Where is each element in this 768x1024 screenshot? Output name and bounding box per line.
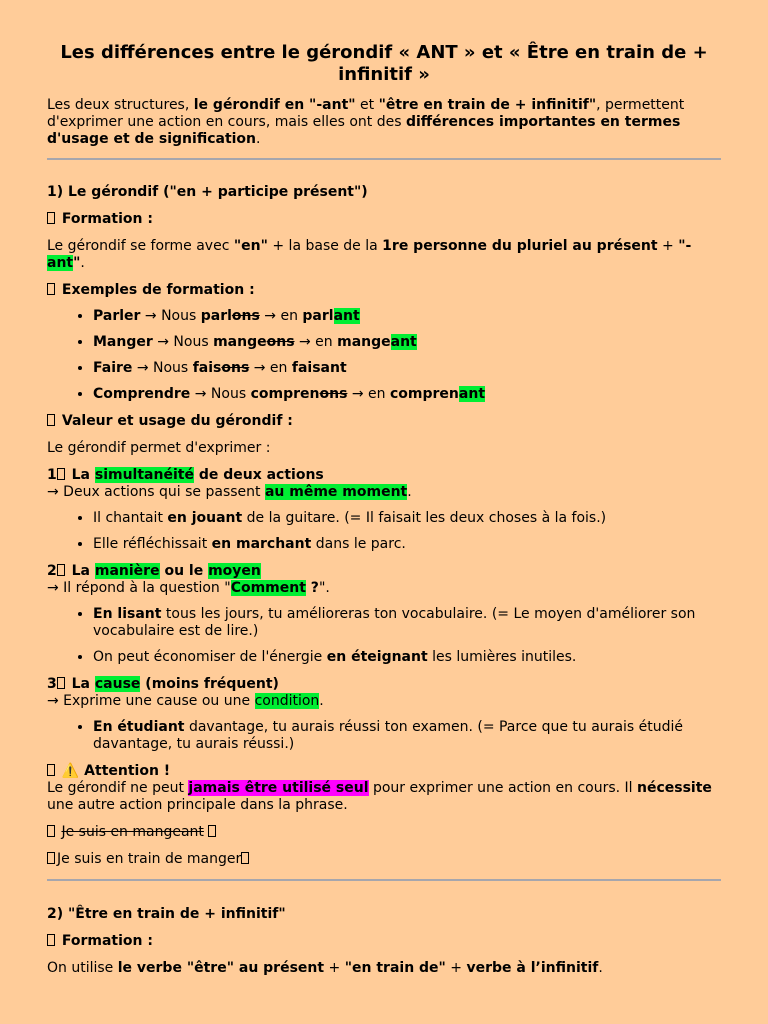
formation-paragraph: [47, 238, 721, 272]
wrong-example: [47, 824, 721, 841]
list-item: • Faire → Nous faisons → en faisant: [93, 360, 721, 377]
usage-label: [47, 413, 721, 430]
usage-2: 2 La manière ou le moyen → Il répond à la question "Comment ?".: [47, 563, 330, 596]
text: et: [355, 97, 379, 113]
list-item: • On peut économiser de l'énergie en éteignant les lumières inutiles.: [93, 649, 721, 666]
keycap-icon: [57, 564, 65, 576]
missing-glyph-icon: [208, 825, 216, 837]
label-text: Exemples de formation :: [61, 282, 255, 298]
divider: [47, 158, 721, 160]
check-mark-icon: [47, 852, 55, 864]
usage-3: 3 La cause (moins fréquent) → Exprime une cause ou une condition.: [47, 676, 324, 709]
list-item: • Parler → Nous parlons → en parlant: [93, 308, 721, 325]
cross-mark-icon: [47, 825, 55, 837]
magenta-highlight: jamais être utilisé seul: [188, 780, 369, 796]
correct-text: Je suis en train de manger: [57, 851, 242, 867]
text: +: [657, 238, 679, 254]
missing-glyph-icon: [47, 764, 55, 776]
formation-label-2: [47, 933, 721, 950]
bold-text: 1re personne du pluriel au présent: [382, 238, 658, 254]
examples-list: [47, 308, 721, 403]
bold-text: "en": [233, 238, 268, 254]
attention-note: ⚠️ Attention ! Le gérondif ne peut jamais être utilisé seul pour exprimer une action en cours. Il nécessite une autre action principale dans la phrase.: [47, 763, 712, 813]
label-text: Formation :: [61, 211, 153, 227]
keycap-icon: [57, 468, 65, 480]
highlight: ant: [47, 255, 74, 271]
label-text: Formation :: [61, 933, 153, 949]
list-item: • Comprendre → Nous comprenons → en comprenant: [93, 386, 721, 403]
missing-glyph-icon: [47, 934, 55, 946]
text: .: [256, 131, 261, 147]
bold-text: le gérondif en "-ant": [193, 97, 356, 113]
usage-3-list: [47, 719, 721, 753]
missing-glyph-icon: [47, 283, 55, 295]
list-item: • Elle réfléchissait en marchant dans le parc.: [93, 536, 721, 553]
list-item: • Il chantait en jouant de la guitare. (= Il faisait les deux choses à la fois.): [93, 510, 721, 527]
examples-label: [47, 282, 721, 299]
text: , permettent d'exprimer une action en cours, mais elles ont des: [47, 97, 685, 130]
missing-glyph-icon: [47, 212, 55, 224]
formation-paragraph-2: On utilise le verbe "être" au présent + "en train de" + verbe à l’infinitif.: [47, 960, 603, 976]
intro-paragraph: [47, 97, 721, 148]
bold-text: "-: [678, 238, 692, 254]
list-item: • Manger → Nous mangeons → en mangeant: [93, 334, 721, 351]
usage-intro: Le gérondif permet d'exprimer :: [47, 440, 271, 456]
text: Le gérondif se forme avec: [47, 238, 234, 254]
text: + la base de la: [267, 238, 383, 254]
bold-text: "être en train de + infinitif": [378, 97, 597, 113]
list-item: • En lisant tous les jours, tu amélioreras ton vocabulaire. (= Le moyen d'améliorer son vocabulaire est de lire.): [93, 606, 721, 640]
warning-label: ⚠️ Attention !: [57, 763, 171, 779]
text: Les deux structures,: [47, 97, 194, 113]
keycap-icon: [57, 677, 65, 689]
label-text: Valeur et usage du gérondif :: [61, 413, 293, 429]
list-item: • En étudiant davantage, tu aurais réussi ton examen. (= Parce que tu aurais étudié davantage, tu aurais réussi.): [93, 719, 721, 753]
usage-2-list: [47, 606, 721, 666]
right-example: [47, 851, 721, 868]
section-heading-etre-en-train: 2) "Être en train de + infinitif": [47, 906, 286, 922]
divider: [47, 879, 721, 881]
struck-text: Je suis en mangeant: [61, 824, 204, 840]
bold-text: différences importantes en termes d'usage et de signification: [47, 114, 681, 147]
section-heading-gerondif: 1) Le gérondif ("en + participe présent"): [47, 184, 368, 200]
text: .: [80, 255, 85, 271]
formation-label: [47, 211, 721, 228]
usage-1-list: [47, 510, 721, 553]
missing-glyph-icon: [241, 852, 249, 864]
missing-glyph-icon: [47, 414, 55, 426]
usage-1: 1 La simultanéité de deux actions → Deux actions qui se passent au même moment.: [47, 467, 412, 500]
page-title: Les différences entre le gérondif « ANT » et « Être en train de + infinitif »: [60, 42, 708, 85]
bold-text: ": [73, 255, 81, 271]
